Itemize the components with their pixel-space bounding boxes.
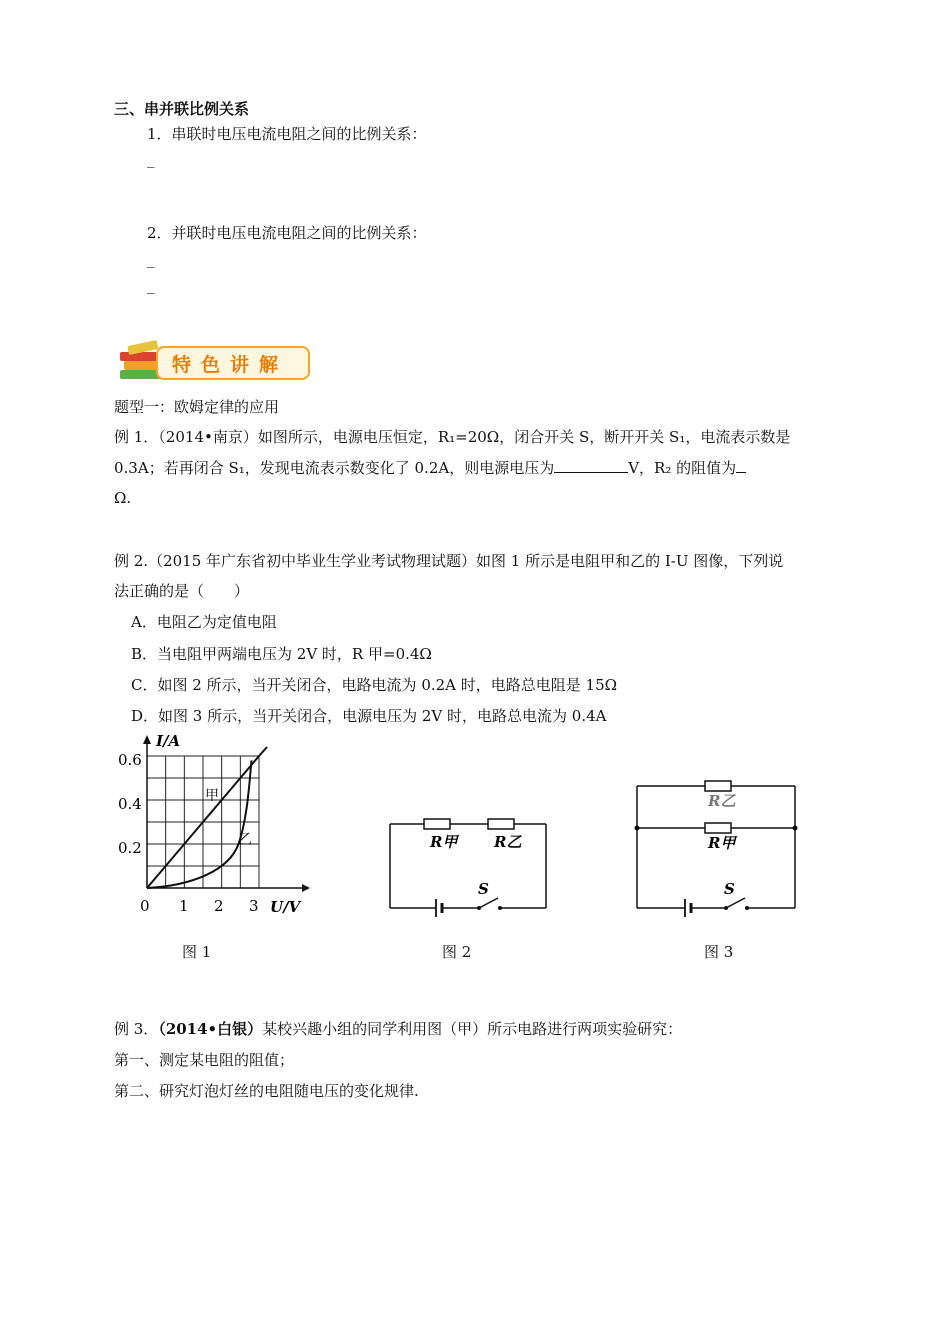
x-axis-label: U/V <box>270 898 301 916</box>
answer-blank: _ <box>147 276 155 294</box>
banner-label: 特色讲解 <box>172 354 289 376</box>
example-3-second: 第二、研究灯泡灯丝的电阻随电压的变化规律. <box>114 1082 419 1100</box>
resistor-yi <box>488 819 514 829</box>
figure-1-caption: 图 1 <box>182 943 212 961</box>
y-tick-label: 0.4 <box>118 795 142 813</box>
x-tick-label: 3 <box>249 897 259 915</box>
series-label-yi: 乙 <box>238 832 252 848</box>
option-b: B．当电阻甲两端电压为 2V 时，R 甲=0.4Ω <box>131 645 432 663</box>
answer-blank <box>736 458 746 473</box>
y-tick-label: 0.6 <box>118 751 142 769</box>
resistor-label: R乙 <box>494 833 522 851</box>
feature-banner <box>116 340 312 384</box>
question-type-title: 题型一：欧姆定律的应用 <box>114 398 280 416</box>
answer-blank: _ <box>147 150 155 168</box>
answer-blank <box>554 458 628 473</box>
option-c: C．如图 2 所示，当开关闭合，电路电流为 0.2A 时，电路总电阻是 15Ω <box>131 676 618 694</box>
example-3-line: 例 3．（2014•白银）某校兴趣小组的同学利用图（甲）所示电路进行两项实验研究： <box>114 1020 683 1038</box>
y-axis-arrow <box>143 735 151 744</box>
figure-3-caption: 图 3 <box>704 943 734 961</box>
resistor-jia <box>705 823 731 833</box>
answer-blank: _ <box>147 250 155 268</box>
series-label-jia: 甲 <box>205 788 219 804</box>
example-2-line-1: 例 2.（2015 年广东省初中毕业生学业考试物理试题）如图 1 所示是电阻甲和乙的 I-U 图像，下列说 <box>114 552 784 570</box>
resistor-label: R甲 <box>708 834 736 852</box>
series-line-jia <box>147 747 267 888</box>
resistor-label: R乙 <box>708 792 736 810</box>
example-1-line-3: Ω. <box>114 489 132 507</box>
example-1-line-2: 0.3A；若再闭合 S₁，发现电流表示数变化了 0.2A，则电源电压为 V，R₂ 的阻值为 <box>114 457 746 478</box>
example-2-line-2: 法正确的是（ ） <box>114 582 250 600</box>
switch-label: S <box>478 880 489 898</box>
x-tick-label: 2 <box>214 897 224 915</box>
option-d: D．如图 3 所示，当开关闭合，电源电压为 2V 时，电路总电流为 0.4A <box>131 707 607 725</box>
section-item-1: 1．串联时电压电流电阻之间的比例关系： <box>147 125 427 143</box>
example-3-first: 第一、测定某电阻的阻值； <box>114 1051 295 1069</box>
section-heading: 三、串并联比例关系 <box>114 100 250 118</box>
iu-chart <box>112 730 312 925</box>
switch-icon <box>479 898 498 908</box>
x-tick-label: 0 <box>140 897 150 915</box>
example-1-line-1: 例 1．（2014•南京）如图所示，电源电压恒定，R₁=20Ω，闭合开关 S，断开开关 S₁，电流表示数是 <box>114 428 791 446</box>
y-axis-label: I/A <box>156 732 181 750</box>
figure-2-caption: 图 2 <box>442 943 472 961</box>
resistor-label: R甲 <box>430 833 458 851</box>
parallel-circuit-diagram <box>631 776 803 918</box>
option-a: A．电阻乙为定值电阻 <box>131 613 277 631</box>
y-tick-label: 0.2 <box>118 839 142 857</box>
resistor-yi <box>705 781 731 791</box>
section-item-2: 2．并联时电压电流电阻之间的比例关系： <box>147 224 427 242</box>
switch-label: S <box>724 880 735 898</box>
series-circuit-diagram <box>382 812 552 917</box>
resistor-jia <box>424 819 450 829</box>
x-axis-arrow <box>302 884 310 892</box>
x-tick-label: 1 <box>179 897 189 915</box>
switch-icon <box>726 898 745 908</box>
